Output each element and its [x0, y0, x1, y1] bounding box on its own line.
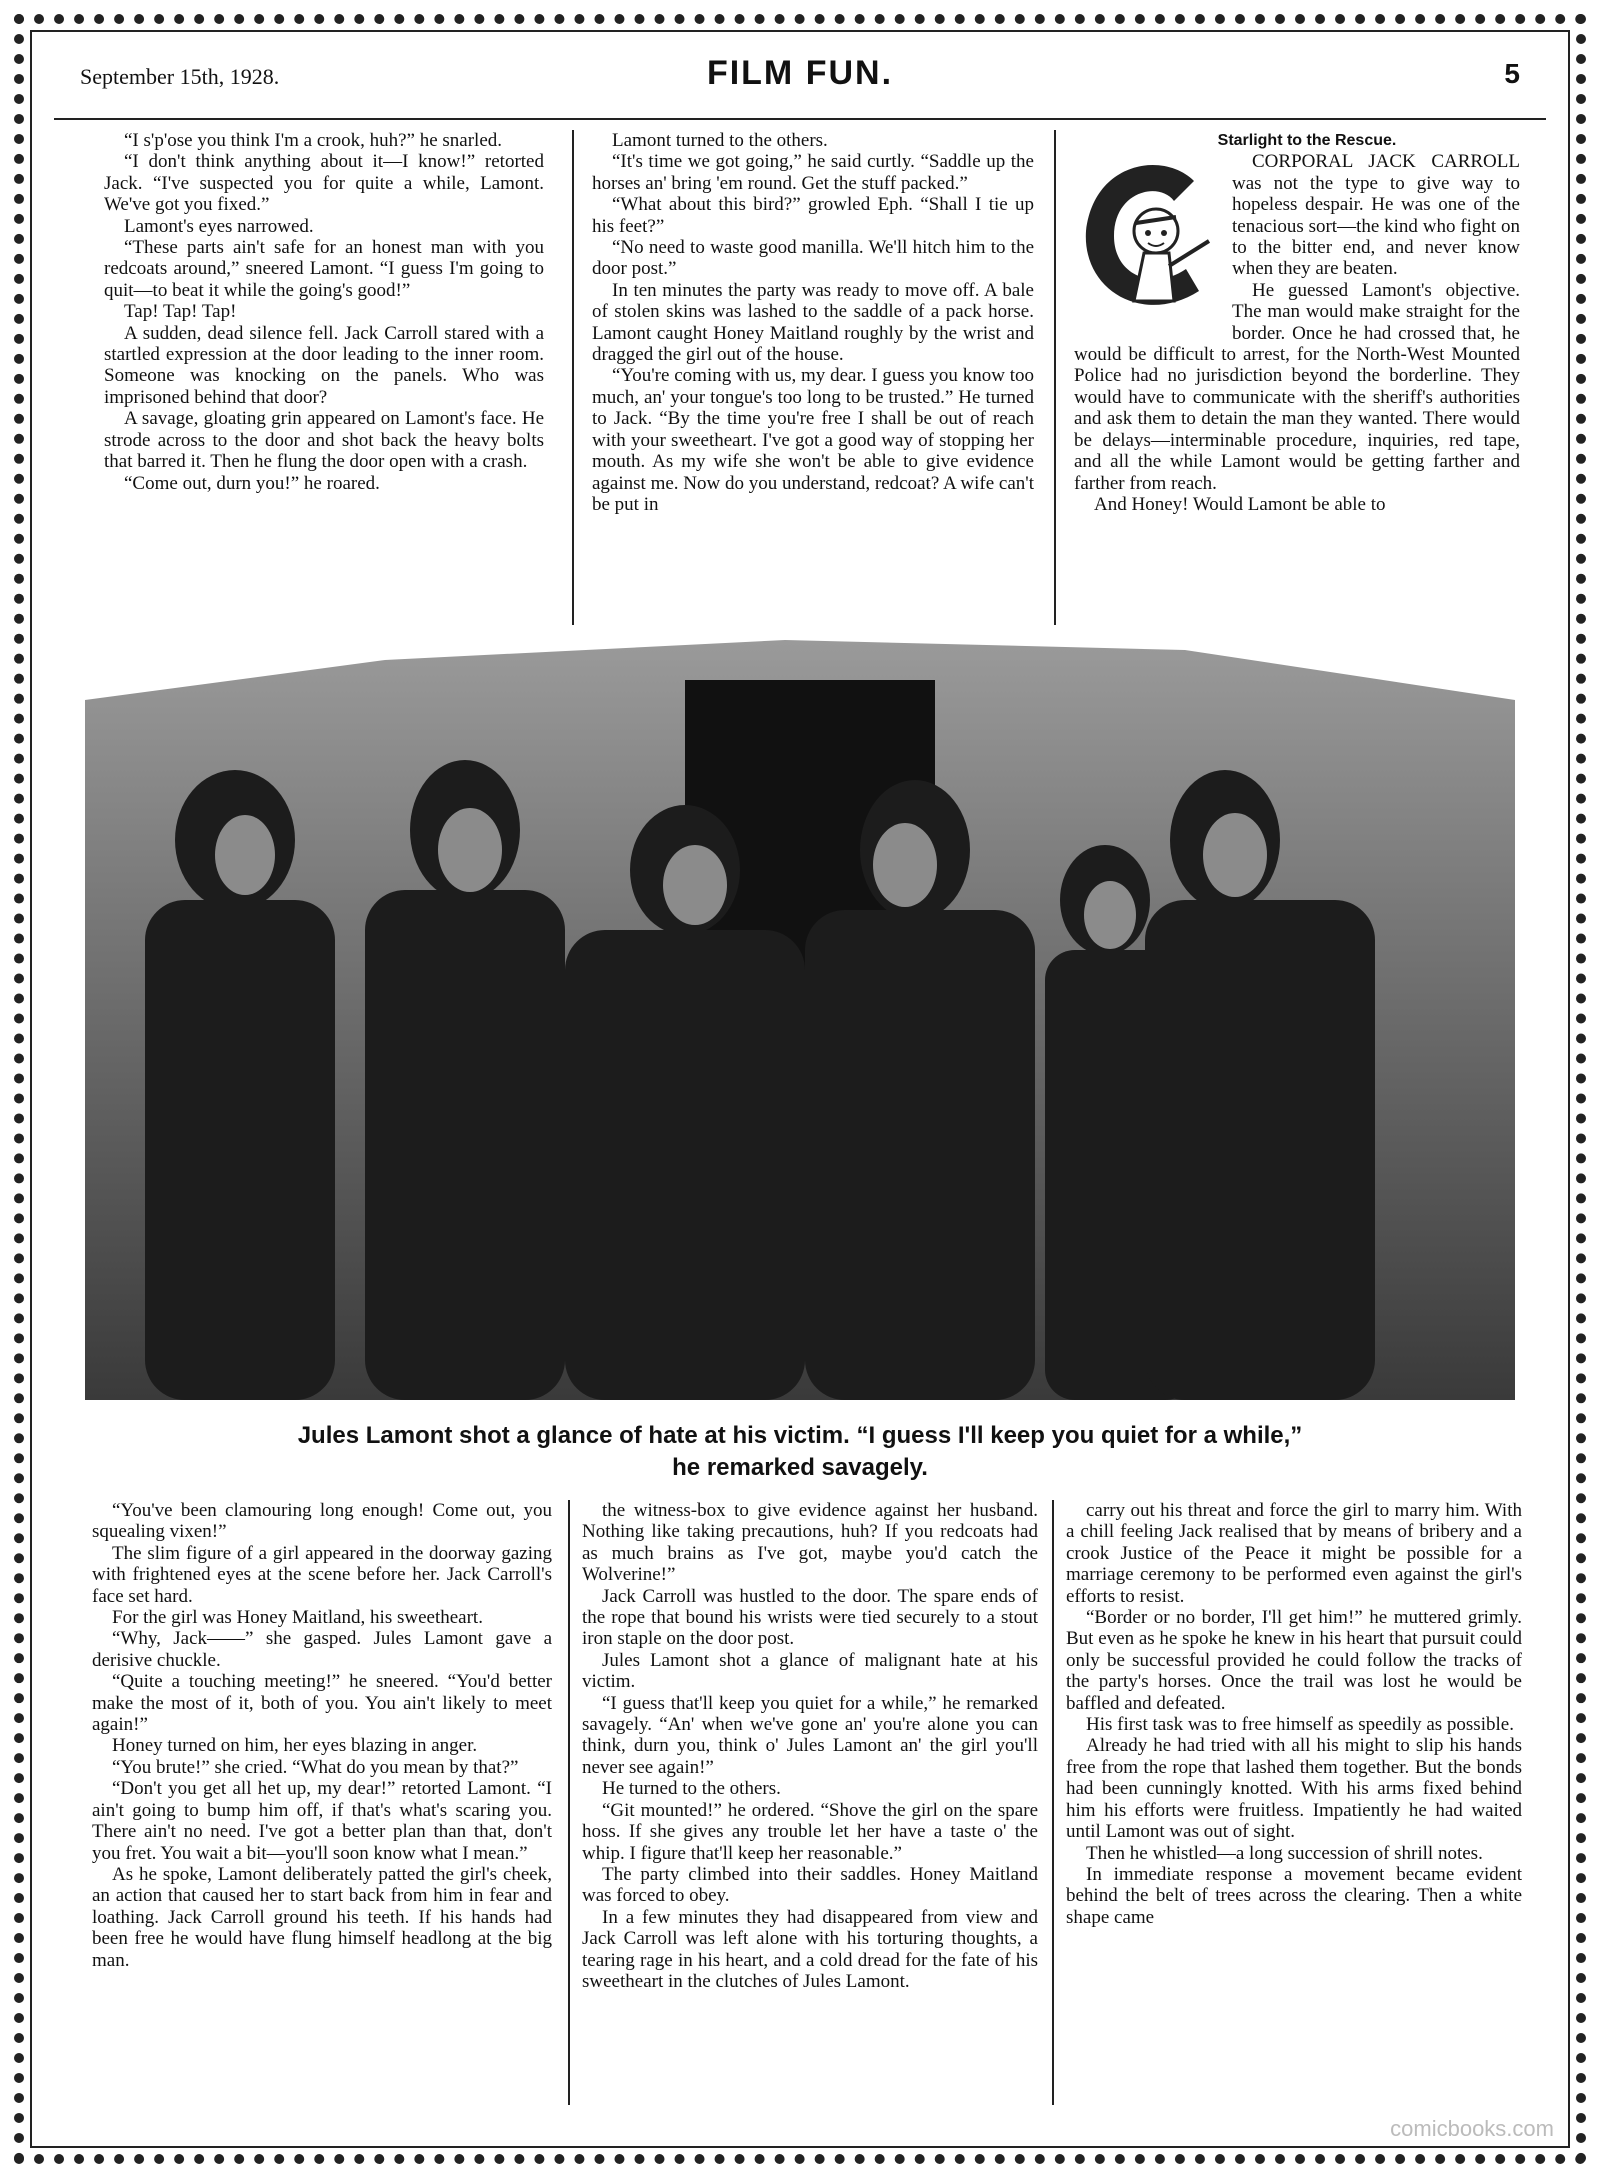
paragraph: Already he had tried with all his might to slip his hands free from the rope that lashed them together. But the bonds had been cunningly knotted. With his arms fixed behind him his efforts were fruitless. Impatiently he had waited until Lamont was out of sight.: [1066, 1735, 1522, 1843]
column-1-bottom: [92, 1500, 552, 2110]
paragraph: “These parts ain't safe for an honest man with you redcoats around,” sneered Lamont. “I guess I'm going to quit—to beat it while the going's good!”: [104, 237, 544, 301]
column-2-top: [592, 130, 1034, 630]
paragraph: He guessed Lamont's objective. The man would make straight for the border. Once he had crossed that, he would be difficult to arrest, for the North-West Mounted Police had no jurisdiction beyond the borderline. They would have to communicate with the sheriff's authorities and ask them to detain the man they wanted. There would be delays—interminable procedure, inquiries, red tape, and all the while Lamont would be getting farther and farther from reach.: [1074, 279, 1520, 494]
photo-caption: [70, 1420, 1530, 1484]
column-rule: [572, 130, 574, 625]
paragraph: “You're coming with us, my dear. I guess you know too much, an' your tongue's too long to be trusted.” He turned to Jack. “By the time you're free I shall be out of reach with your sweetheart. I've got a good way of stopping her mouth. As my wife she won't be able to give evidence against me. Now do you understand, redcoat? A wife can't be put in: [592, 365, 1034, 515]
paragraph: “You've been clamouring long enough! Come out, you squealing vixen!”: [92, 1500, 552, 1543]
paragraph: A savage, gloating grin appeared on Lamont's face. He strode across to the door and shot back the heavy bolts that barred it. Then he flung the door open with a crash.: [104, 408, 544, 473]
column-3-top: [1074, 130, 1520, 630]
paragraph: Lamont turned to the others.: [612, 130, 828, 151]
paragraph: the witness-box to give evidence against her husband. Nothing like taking precautions, huh? If you redcoats had as much brains as I've got, maybe you'd catch the Wolverine!”: [582, 1500, 1038, 1586]
paragraph: “I guess that'll keep you quiet for a while,” he remarked savagely. “An' when we've gone an' you're alone you can think, durn you, think o' Jules Lamont an' the girl you'll never see again!”: [582, 1692, 1038, 1778]
paragraph: Honey turned on him, her eyes blazing in anger.: [112, 1735, 478, 1757]
paragraph: “What about this bird?” growled Eph. “Shall I tie up his feet?”: [592, 194, 1034, 237]
paragraph: And Honey! Would Lamont be able to: [1094, 493, 1386, 515]
paragraph: Jules Lamont shot a glance of malignant hate at his victim.: [582, 1649, 1038, 1693]
paragraph: For the girl was Honey Maitland, his sweetheart.: [112, 1607, 483, 1629]
column-3-bottom: [1066, 1500, 1522, 2110]
paragraph: “Border or no border, I'll get him!” he muttered grimly. But even as he spoke he knew in his heart that pursuit could only be successful provided he could follow the tracks of the party's horses. Once the trail was lost he would be baffled and defeated.: [1066, 1607, 1522, 1714]
paragraph: Jack Carroll was hustled to the door. The spare ends of the rope that bound his wrists were tied securely to a stout iron staple on the door post.: [582, 1585, 1038, 1650]
paragraph: His first task was to free himself as speedily as possible.: [1086, 1714, 1514, 1736]
header-rule: [54, 118, 1546, 120]
paragraph: “I don't think anything about it—I know!” retorted Jack. “I've suspected you for quite a while, Lamont. We've got you fixed.”: [104, 151, 544, 216]
paragraph: He turned to the others.: [602, 1778, 781, 1800]
column-rule: [568, 1500, 570, 2105]
paragraph: In ten minutes the party was ready to move off. A bale of stolen skins was lashed to the saddle of a pack horse. Lamont caught Honey Maitland roughly by the wrist and dragged the girl out of the house.: [592, 279, 1034, 366]
paragraph: carry out his threat and force the girl to marry him. With a chill feeling Jack realised that by means of bribery and a crook Justice of the Peace it might be possible for a marriage ceremony to be performed even against the girl's efforts to resist.: [1066, 1500, 1522, 1607]
caption-line-2: he remarked savagely.: [672, 1454, 928, 1481]
paragraph: Then he whistled—a long succession of shrill notes.: [1086, 1842, 1483, 1864]
issue-date: September 15th, 1928.: [80, 64, 280, 89]
paragraph: “No need to waste good manilla. We'll hitch him to the door post.”: [592, 237, 1034, 280]
paragraph: The slim figure of a girl appeared in the doorway gazing with frightened eyes at the scene before her. Jack Carroll's face set hard.: [92, 1542, 552, 1607]
film-still-photo: [85, 640, 1515, 1400]
paragraph: As he spoke, Lamont deliberately patted the girl's cheek, an action that caused her to start back from him in fear and loathing. Jack Carroll ground his teeth. If his hands had been free he would have flung himself headlong at the big man.: [92, 1863, 552, 1971]
paragraph: “Don't you get all het up, my dear!” retorted Lamont. “I ain't going to bump him off, if that's what's scaring you. There ain't no need. I've got a better plan than that, don't you fret. You wait a bit—you'll soon know what I mean.”: [92, 1778, 552, 1864]
paragraph: “Come out, durn you!” he roared.: [124, 472, 380, 494]
paragraph: “Quite a touching meeting!” he sneered. “You'd better make the most of it, both of you. You ain't likely to meet again!”: [92, 1671, 552, 1736]
column-1-top: [104, 130, 544, 630]
paragraph: “I s'p'ose you think I'm a crook, huh?” he snarled.: [124, 130, 503, 151]
paragraph: Tap! Tap! Tap!: [124, 301, 237, 323]
publication-title: FILM FUN.: [706, 54, 894, 92]
paragraph: “Why, Jack——” she gasped. Jules Lamont gave a derisive chuckle.: [92, 1628, 552, 1671]
dropcap-c-illustration-icon: [1074, 151, 1224, 321]
paragraph: “It's time we got going,” he said curtly. “Saddle up the horses an' bring 'em round. Get the stuff packed.”: [592, 151, 1034, 194]
column-2-bottom: [582, 1500, 1038, 2110]
paragraph: CORPORAL JACK CARROLL was not the type to give way to hopeless despair. He was one of the tenacious sort—the kind who fight on to the bitter end, and never know when they are beaten.: [1232, 151, 1520, 280]
paragraph: A sudden, dead silence fell. Jack Carroll stared with a startled expression at the door leading to the inner room. Someone was knocking on the panels. Who was imprisoned behind that door?: [104, 322, 544, 408]
page-number: 5: [1504, 58, 1520, 89]
caption-line-1: Jules Lamont shot a glance of hate at his victim. “I guess I'll keep you quiet for a while,”: [297, 1422, 1303, 1449]
column-rule: [1052, 1500, 1054, 2105]
section-heading: Starlight to the Rescue.: [1217, 132, 1397, 149]
page-header: [44, 40, 1556, 120]
column-rule: [1054, 130, 1056, 625]
paragraph: “You brute!” she cried. “What do you mean by that?”: [112, 1756, 519, 1778]
watermark: comicbooks.com: [1390, 2116, 1554, 2141]
paragraph: “Git mounted!” he ordered. “Shove the girl on the spare hoss. If she gives any trouble let her have a taste o' the whip. I figure that'll keep her reasonable.”: [582, 1799, 1038, 1864]
paragraph: Lamont's eyes narrowed.: [124, 215, 314, 237]
paragraph: In immediate response a movement became evident behind the belt of trees across the clearing. Then a white shape came: [1066, 1863, 1522, 1928]
paragraph: The party climbed into their saddles. Honey Maitland was forced to obey.: [582, 1863, 1038, 1907]
paragraph: In a few minutes they had disappeared from view and Jack Carroll was left alone with his torturing thoughts, a tearing rage in his heart, and a cold dread for the fate of his sweetheart in the clutches of Jules Lamont.: [582, 1906, 1038, 1992]
